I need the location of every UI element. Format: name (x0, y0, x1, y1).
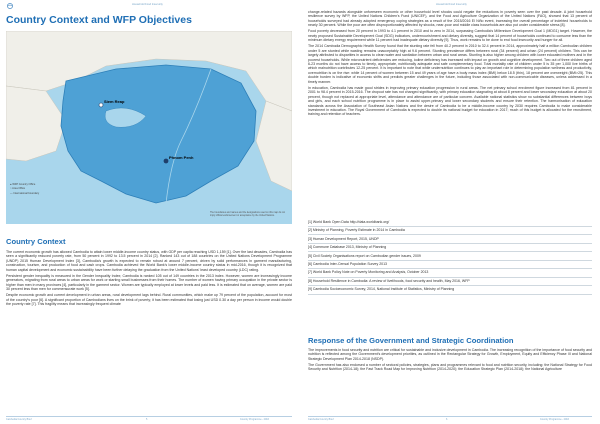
references-list (308, 218, 592, 294)
footer-rule (308, 416, 592, 417)
reference-item: [8] Household Resilience in Cambodia: A review of livelihoods, food security and health, May 2016, WFP (308, 278, 470, 283)
page-number: 6 (446, 418, 448, 421)
reference-item: [6] Cambodia Inter-Censal Population Survey 2013 (308, 261, 387, 266)
reference-item: [5] Civil Society Organisations report on Cambodian gender issues, 2009 (308, 253, 421, 258)
reference-divider (308, 268, 592, 269)
reference-item: [9] Cambodia Socioeconomic Survey, 2014, National Institute of Statistics, Ministry of Planning (308, 287, 455, 292)
footer-left: Cambodia Country Brief (6, 418, 32, 421)
reference-divider (308, 234, 592, 235)
paragraph: Persistent gender inequality is measured in the Gender Inequality Index; Cambodia is ranked 105 out of 149 countries in the 2013 index. However, women are increasingly income generators, migrating from rural areas to urban areas for work or starting small businesses from their homes. The number of women having primary occupation in the private sector is higher than men in many provinces [4], particularly in the garment sector. Women are typically employed at lower levels and paid less. It is estimated that on average, women are paid 30 percent less than men for commensurate work [5]. (6, 273, 292, 292)
running-title-left: Household Food Insecurity (132, 3, 163, 6)
paragraph: Food poverty decreased from 20 percent in 1993 to 4.1 percent in 2010 and to zero in 2014, surpassing Cambodia's Millennium Development Goal 1 (MDG1) target. However, the newly proposed Sustainable Development Goal (SDG) indicators, undernourishment and dietary diversity, suggest that 14 percent of households continued to consume less than the minimum dietary energy requirement while 11 percent had inadequate dietary diversity [9]. Thus, work remains to be done to end food insecurity and hunger for all. (308, 29, 592, 43)
map-graphic (6, 31, 292, 224)
response-body (308, 348, 592, 373)
reference-item: [7] World Bank Policy Note on Poverty Monitoring and Analysis, October 2013 (308, 270, 429, 275)
footer-right: Country Programme - 2016 (540, 418, 569, 421)
paragraph: In education, Cambodia has made good strides in improving primary education progression in rural areas. The net primary school enrolment figure increased from 81 percent in 2001 to 98.4 percent in 2015-2016. The dropout rate has not changed significantly, with primary education stagnating at about 8 percent and lower secondary education at about 20 percent, though not replaced at appropriate level, attendance and attendance are of particular concern. Available national statistics show no substantial differences between boys and girls, and each school nutrition programme is in place to assist upper-primary and lower secondary students and ensure their retention. The harmonisation of education standards across the Association of Southeast Asian Nations and the desire of Cambodia to be a middle-income country by 2030 requires Cambodia to make considerable investment in education. The Royal Government of Cambodia is expected to double its national budget for education in 2017; much of this budget is allocated for the recruitment, training and retention of teachers. (308, 85, 592, 117)
phnom-penh-marker-icon (164, 159, 169, 164)
legend-item: ● WFP Country Office (10, 183, 36, 186)
country-context-heading: Country Context (6, 237, 66, 246)
country-office-icon: ● (10, 183, 12, 186)
reference-item: [1] World Bank Open Data http://data.worldbank.org/ (308, 220, 390, 224)
page-title: Country Context and WFP Objectives (6, 14, 192, 26)
right-body (308, 10, 592, 118)
footer-left: Cambodia Country Brief (308, 418, 334, 421)
reference-item: [4] Commune Database 2013, Ministry of Planning (308, 245, 387, 250)
running-title-right: Household Food Insecurity (436, 3, 467, 6)
reference-divider (308, 226, 592, 227)
map-label-phnom-penh: Phnom Penh (169, 155, 194, 160)
paragraph: The current economic growth has allowed Cambodia to attain lower middle-income country status, with GDP per capita reaching USD 1,159 [1]. Over the last decades, Cambodia has seen a significantly reduced poverty rate, from 50 percent in 1992 to 13.5 percent in 2014 [2]. Ranked 143 out of 188 countries on the United Nations Development Programme (UNDP) 2015 Human Development Index [3], Cambodia's growth is expected to remain robust at around 7 percent, driven by solid performances in garment manufacturing, construction, tourism, and production of food and cash crops. Cambodia achieved the World Bank's lower middle-income country status in mid-2016, though it is recognized that human capital development and economic sustainability have been further delaying the graduation from the United Nations' least developed country (LDC) rating. (6, 250, 292, 272)
reference-divider (308, 294, 592, 295)
paragraph: The Government has also endorsed a number of sectoral policies, strategies, plans and programmes relevant to food and nutrition security, including: the National Strategy for Food Security and Nutrition (2014-18); the Fast Track Road Map for Improving Nutrition (2014-2020); the Education Strategic Plan (2014-2018); the National Agriculture (308, 362, 592, 372)
country-context-body (6, 250, 292, 308)
boundary-line-icon: — (10, 191, 13, 195)
country-map (6, 31, 292, 224)
reference-divider (308, 277, 592, 278)
reference-divider (308, 285, 592, 286)
reference-divider (308, 260, 592, 261)
map-disclaimer: The boundaries and names and the designations used on this map do not imply official endorsement or acceptance by the United Nations. (210, 212, 285, 217)
paragraph: Despite economic growth and current development in urban areas, rural development lags behind. Rural communities, which make up 79 percent of the population, account for most of the country's poor [6]. A significant proportion of Cambodians lives on the brink of poverty; it has been estimated that losing just USD 0.30 a day per person in income would double the poverty rate [7]. This fragility means that increasingly frequent climate (6, 293, 292, 306)
map-legend (10, 183, 39, 196)
reference-item: [2] Ministry of Planning, Poverty Estimate in 2014 in Cambodia (308, 228, 405, 233)
wfp-logo-icon (6, 3, 14, 9)
footer-right: Country Programme - 2016 (240, 418, 269, 421)
reference-item: [3] Human Development Report, 2015, UNDP (308, 236, 379, 241)
reference-divider (308, 243, 592, 244)
paragraph: The improvements in food security and nutrition are critical for sustainable and inclusive development in Cambodia. The increasing recognition of the importance of food security and nutrition is reflected among the Government's development priorities, as outlined in the Rectangular Strategy for Growth, Employment, Equity and Efficiency Phase III and National Strategic Development Plan 2014-2018 (NSDP). (308, 348, 592, 361)
legend-item: ○ Area Office (10, 187, 26, 191)
paragraph: change-related hazards alongside unforeseen economic or other household level shocks could negate the reductions in poverty seen over the past decade. A joint household resilience survey by WFP, the United Nations Children's Fund (UNICEF), and the Food and Agriculture Organization of the United Nations (FAO), showed that 13 percent of households surveyed had already adopted emergency coping strategies as a result of the 2015/2016 El Niño event, increasing the overall percentage of indebted households to nearly 30 percent. While the poor are often disproportionately affected by shocks, near-poor and middle class households are also put under considerable stress [8]. (308, 10, 592, 28)
right-page (300, 0, 600, 424)
paragraph: The 2014 Cambodia Demographic Health Survey found that the stunting rate fell from 40.2 percent in 2010 to 32.4 percent in 2014, approximately half a million Cambodian children under 5 are stunted while wasting remains unacceptably high at 9.6 percent. Stunting prevalence differs between rural (34 percent) and urban (24 percent) children. This can be largely attributed to disparities in access to clean water and sanitation between urban and rural areas. Stunting is also higher among children with lower educated mothers and in the poorest households. While micronutrient deficiencies are reducing, iodine deficiency has increased with impact on growth and cognitive development. Two out of three children aged 6-23 months do not have access to timely, appropriate, nutritionally adequate and safe complementary food. Total mortality rate of children under 5 is 35 per 1,000 live births of which malnutrition contributes 12-25 percent. It is important to note that while undernutrition continues to play an important role in determining population wellness and productivity, overnutrition is on the rise: while 14 percent of women between 15 and 49 years of age have a body mass index (BMI) below 18.5 (thin), 18 percent are overweight (BMI>25). This double burden is indicative of economic shifts and predicts greater challenges in the future, including those associated with non-communicable diseases, unless addressed in a timely manner. (308, 44, 592, 84)
footer-rule (6, 416, 292, 417)
siem-reap-marker-icon (99, 103, 103, 107)
map-label-siem-reap: Siem Reap (104, 99, 125, 104)
page-number: 5 (146, 418, 148, 421)
area-office-icon: ○ (10, 187, 12, 191)
legend-item: — International boundary (10, 191, 40, 195)
response-heading: Response of the Government and Strategic Coordination (308, 336, 514, 345)
reference-divider (308, 251, 592, 252)
